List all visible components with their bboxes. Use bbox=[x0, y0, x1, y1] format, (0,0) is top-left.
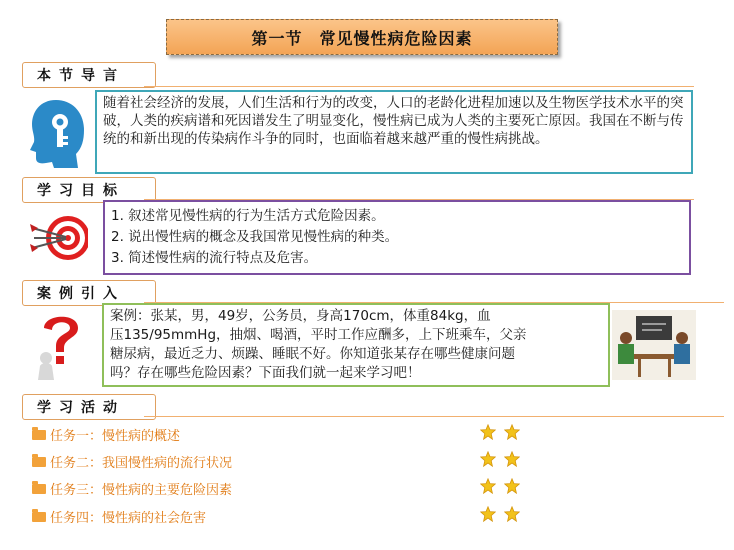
star-icon bbox=[480, 506, 496, 522]
star-icon bbox=[504, 478, 520, 494]
task-link-2[interactable] bbox=[32, 452, 232, 471]
section-label-goals: 学习目标 bbox=[22, 177, 156, 203]
intro-text: 随着社会经济的发展，人们生活和行为的改变，人口的老龄化进程加速以及生物医学技术水平的突破，人类的疾病谱和死因谱发生了明显变化，慢性病已成为人类的主要死亡原因。我国在不断与传统的和新出现的传染病作斗争的同时，也面临着越来越严重的慢性病挑战。 bbox=[103, 95, 684, 147]
section-divider bbox=[144, 86, 694, 87]
case-line: 压135/95mmHg，抽烟、喝酒，平时工作应酬多，上下班乘车，父亲 bbox=[110, 327, 527, 343]
section-label-case: 案例引入 bbox=[22, 280, 156, 306]
goal-item: 3. 简述慢性病的流行特点及危害。 bbox=[111, 250, 318, 266]
question-mark-person-icon bbox=[32, 308, 90, 380]
task-link-1[interactable] bbox=[32, 425, 180, 444]
page-title: 第一节 常见慢性病危险因素 bbox=[166, 19, 558, 55]
task-label: 任务三：慢性病的主要危险因素 bbox=[50, 483, 233, 498]
section-divider bbox=[144, 416, 724, 417]
goals-box bbox=[103, 200, 691, 275]
task-link-3[interactable] bbox=[32, 479, 232, 498]
star-pair bbox=[480, 424, 520, 440]
star-pair bbox=[480, 451, 520, 467]
section-label-activities: 学习活动 bbox=[22, 394, 156, 420]
task-label: 任务四：慢性病的社会危害 bbox=[50, 511, 207, 526]
intro-box bbox=[95, 90, 693, 174]
star-pair bbox=[480, 506, 520, 522]
meeting-people-icon bbox=[612, 310, 696, 380]
star-pair bbox=[480, 478, 520, 494]
folder-icon bbox=[32, 430, 46, 440]
star-icon bbox=[504, 451, 520, 467]
case-line: 糖尿病，最近乏力、烦躁、睡眠不好。你知道张某存在哪些健康问题 bbox=[110, 346, 515, 362]
folder-icon bbox=[32, 457, 46, 467]
section-label-intro: 本节导言 bbox=[22, 62, 156, 88]
case-line: 吗？存在哪些危险因素？下面我们就一起来学习吧！ bbox=[110, 365, 421, 381]
target-icon bbox=[28, 208, 88, 268]
task-link-4[interactable] bbox=[32, 507, 206, 526]
task-label: 任务一：慢性病的概述 bbox=[50, 429, 181, 444]
case-line: 案例：张某，男，49岁，公务员，身高170cm，体重84kg，血 bbox=[110, 308, 491, 324]
folder-icon bbox=[32, 512, 46, 522]
star-icon bbox=[480, 478, 496, 494]
key-head-icon bbox=[26, 96, 88, 168]
star-icon bbox=[480, 424, 496, 440]
goal-item: 2. 说出慢性病的概念及我国常见慢性病的种类。 bbox=[111, 229, 399, 245]
goal-item: 1. 叙述常见慢性病的行为生活方式危险因素。 bbox=[111, 208, 385, 224]
star-icon bbox=[504, 424, 520, 440]
case-box bbox=[102, 303, 610, 387]
star-icon bbox=[480, 451, 496, 467]
folder-icon bbox=[32, 484, 46, 494]
task-label: 任务二：我国慢性病的流行状况 bbox=[50, 456, 233, 471]
star-icon bbox=[504, 506, 520, 522]
